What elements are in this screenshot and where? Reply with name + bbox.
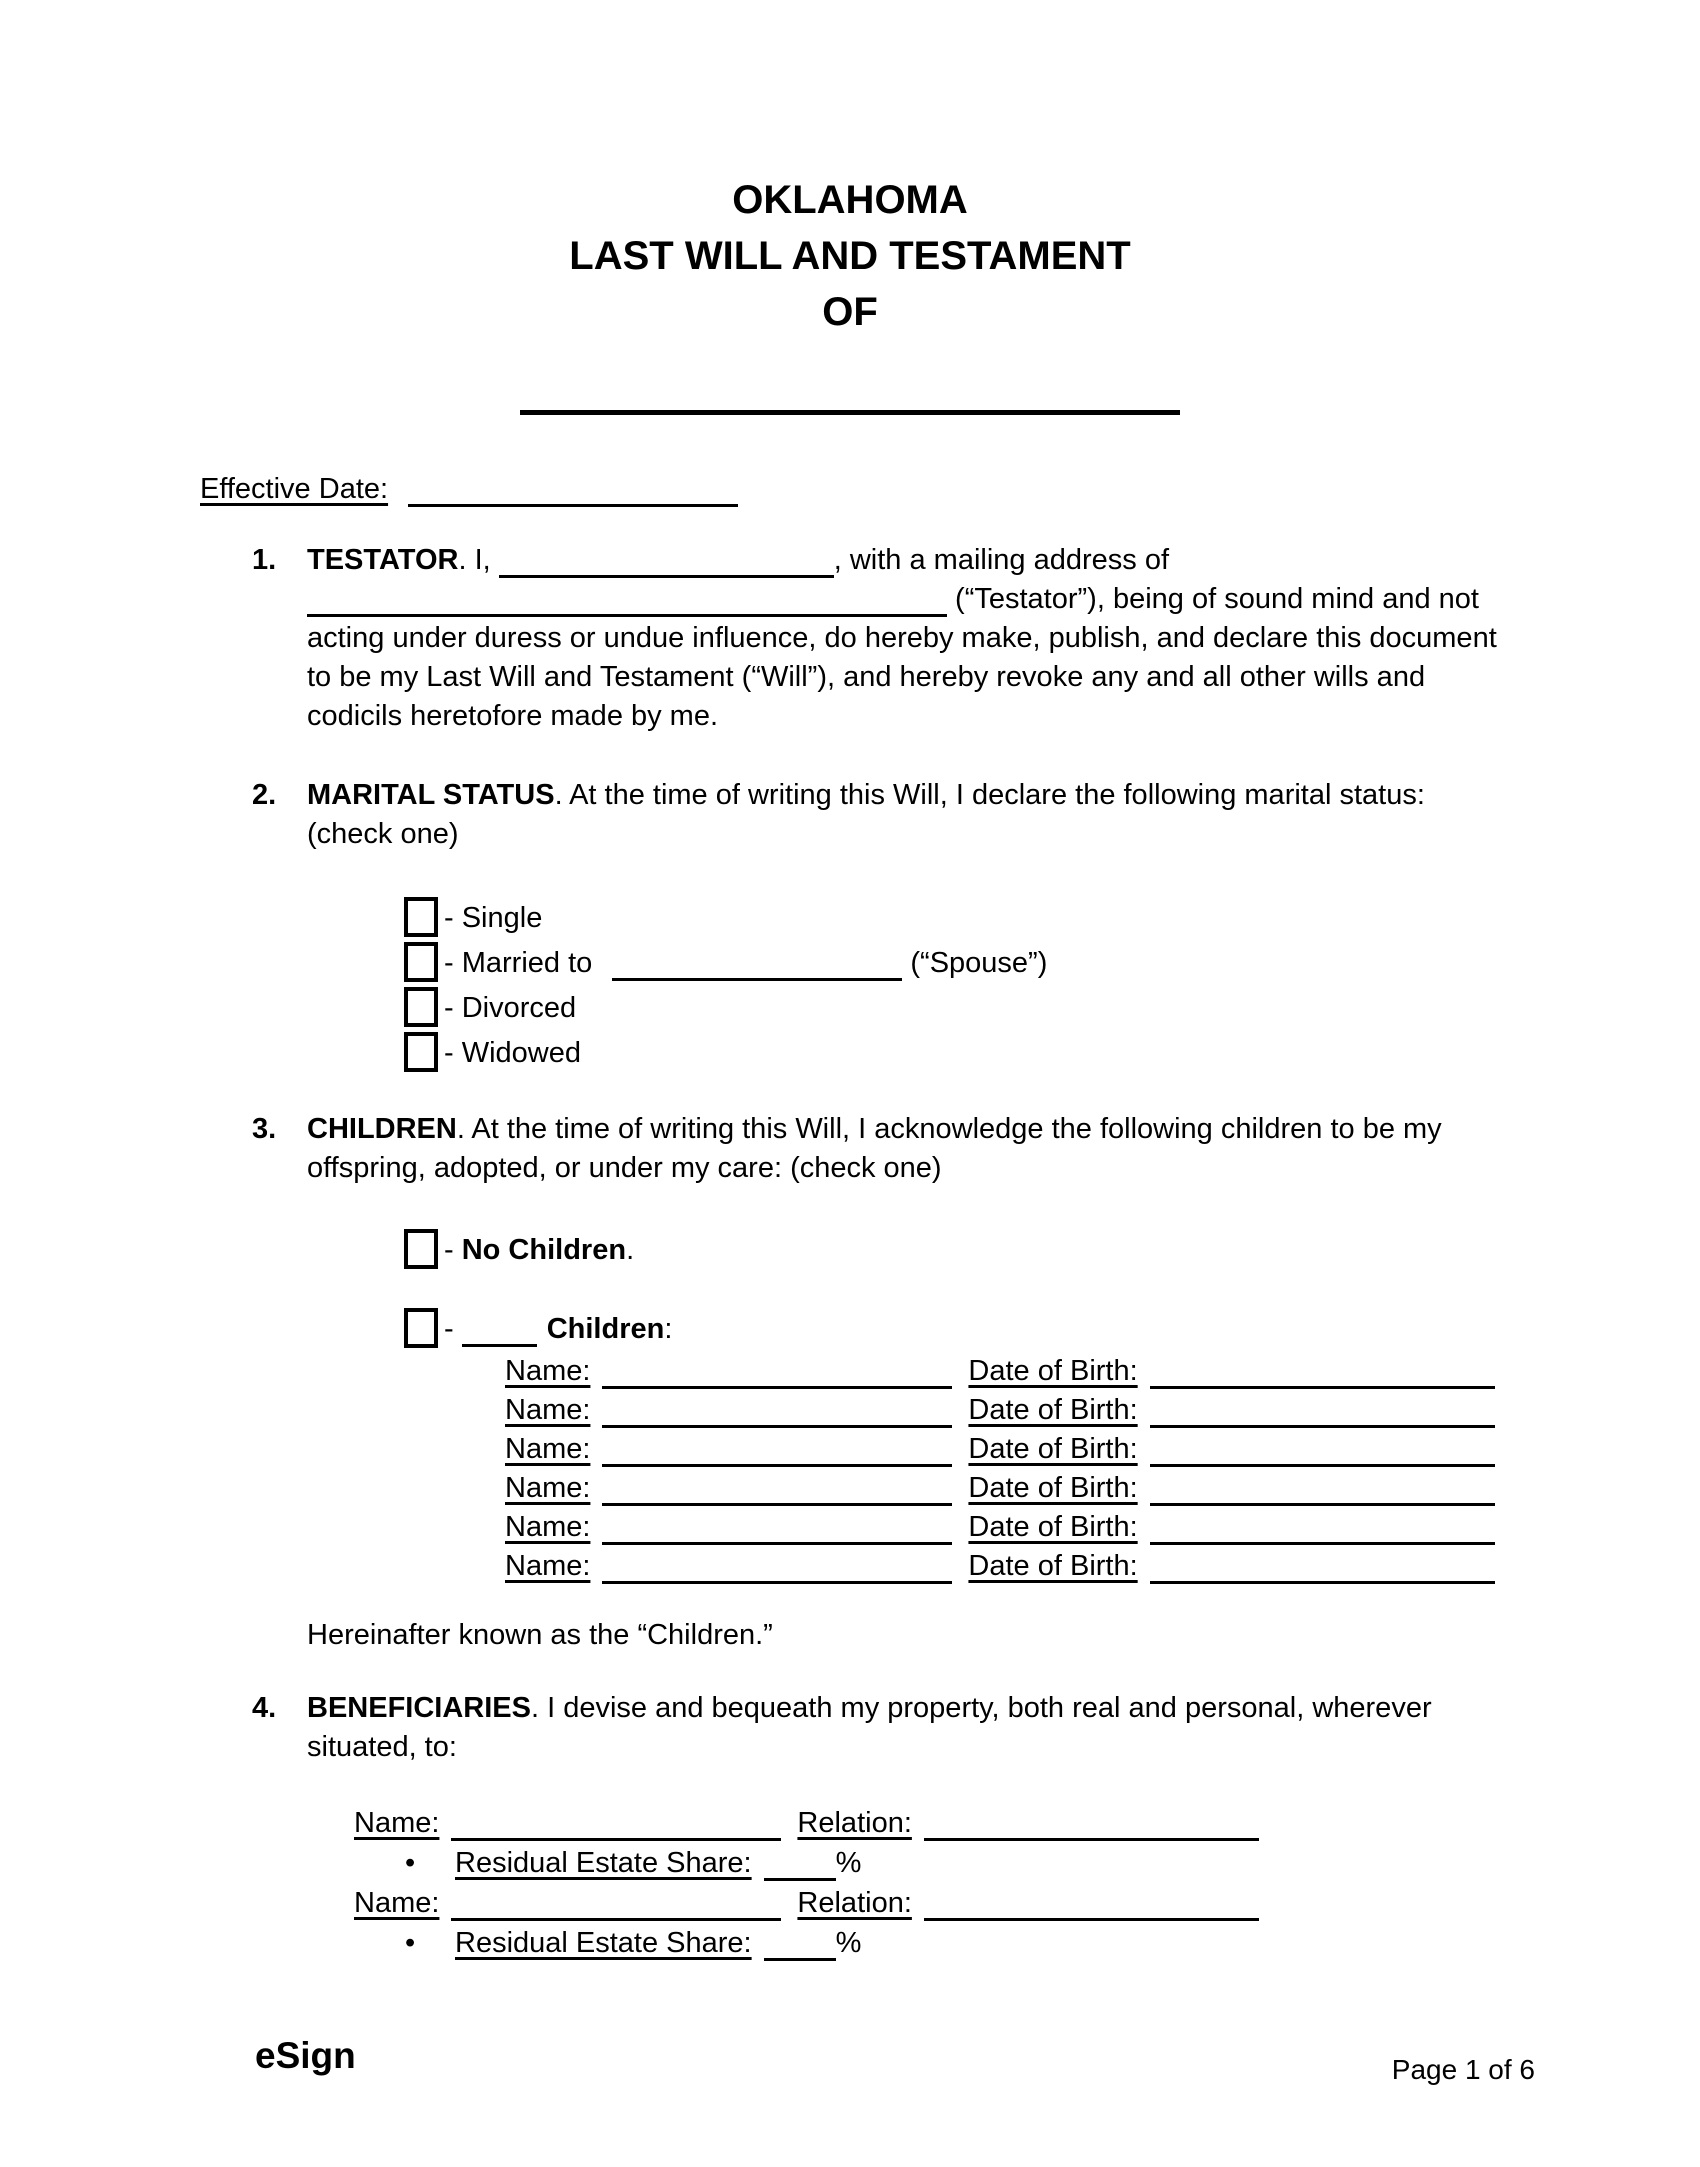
- child-name-label: Name:: [505, 1394, 591, 1426]
- checkbox-single[interactable]: [404, 897, 438, 937]
- children-count-label: Children: [546, 1313, 665, 1345]
- residual-share-blank[interactable]: [764, 1930, 836, 1961]
- testator-address-blank[interactable]: [307, 586, 947, 617]
- option-label-divorced: - Divorced: [444, 992, 577, 1024]
- effective-date-input-line[interactable]: [408, 476, 738, 507]
- checkbox-widowed[interactable]: [404, 1032, 438, 1072]
- esign-logo: eSign: [255, 2035, 356, 2076]
- child-dob-blank[interactable]: [1150, 1514, 1495, 1545]
- option-row-widowed: [404, 1031, 1500, 1076]
- child-dob-label: Date of Birth:: [968, 1394, 1138, 1426]
- child-dob-label: Date of Birth:: [968, 1355, 1138, 1387]
- child-dob-label: Date of Birth:: [968, 1511, 1138, 1543]
- option-label-widowed: - Widowed: [444, 1037, 581, 1069]
- beneficiary-name-blank[interactable]: [451, 1890, 781, 1921]
- section-number: 1.: [252, 544, 277, 576]
- beneficiary-share-row: [405, 1923, 1500, 1963]
- beneficiary-relation-label: Relation:: [797, 1807, 912, 1839]
- checkbox-married[interactable]: [404, 942, 438, 982]
- residual-share-label: Residual Estate Share:: [455, 1927, 752, 1959]
- section-beneficiaries: [200, 1689, 1500, 1767]
- child-name-label: Name:: [505, 1355, 591, 1387]
- beneficiary-row: [354, 1803, 1500, 1843]
- beneficiary-relation-label: Relation:: [797, 1887, 912, 1919]
- section-number: 3.: [252, 1113, 277, 1145]
- children-count-suffix: :: [664, 1313, 673, 1345]
- beneficiaries-list: [354, 1803, 1500, 1963]
- child-name-label: Name:: [505, 1472, 591, 1504]
- testator-name-line[interactable]: [520, 410, 1180, 415]
- title-line-state: OKLAHOMA: [732, 178, 968, 222]
- section-heading: BENEFICIARIES: [307, 1692, 531, 1724]
- children-paragraph: [307, 1110, 1500, 1188]
- child-dob-blank[interactable]: [1150, 1397, 1495, 1428]
- beneficiary-name-label: Name:: [354, 1887, 440, 1919]
- spouse-name-blank[interactable]: [612, 950, 902, 981]
- child-row: [505, 1547, 1500, 1586]
- option-row-children-count: [404, 1307, 1500, 1352]
- child-row: [505, 1352, 1500, 1391]
- child-dob-label: Date of Birth:: [968, 1472, 1138, 1504]
- option-label-married: - Married to: [444, 947, 601, 979]
- child-row: [505, 1430, 1500, 1469]
- child-name-label: Name:: [505, 1433, 591, 1465]
- option-row-married: [404, 941, 1500, 986]
- section-heading: TESTATOR: [307, 544, 459, 576]
- child-name-blank[interactable]: [602, 1553, 952, 1584]
- beneficiary-relation-blank[interactable]: [924, 1890, 1259, 1921]
- child-row: [505, 1469, 1500, 1508]
- child-name-blank[interactable]: [602, 1397, 952, 1428]
- children-table: [505, 1352, 1500, 1586]
- section-testator: [200, 541, 1500, 736]
- testator-lead-text: . I,: [458, 544, 499, 576]
- child-name-label: Name:: [505, 1550, 591, 1582]
- bullet-icon: •: [405, 1847, 416, 1879]
- marital-paragraph: [307, 776, 1500, 854]
- hereinafter-note: Hereinafter known as the “Children.”: [307, 1619, 773, 1651]
- checkbox-has-children[interactable]: [404, 1308, 438, 1348]
- child-name-blank[interactable]: [602, 1436, 952, 1467]
- section-heading: CHILDREN: [307, 1113, 457, 1145]
- effective-date-row: [200, 470, 1500, 509]
- beneficiary-name-label: Name:: [354, 1807, 440, 1839]
- no-children-suffix: .: [626, 1234, 635, 1266]
- testator-paragraph: [307, 541, 1500, 736]
- document-title: [200, 172, 1500, 340]
- child-dob-label: Date of Birth:: [968, 1433, 1138, 1465]
- page-indicator: Page 1 of 6: [1391, 2054, 1535, 2085]
- checkbox-divorced[interactable]: [404, 987, 438, 1027]
- child-dob-blank[interactable]: [1150, 1475, 1495, 1506]
- children-count-prefix: -: [444, 1313, 462, 1345]
- children-body-text: . At the time of writing this Will, I acknowledge the following children to be my offspring, adopted, or under my care: (check one): [307, 1113, 1442, 1184]
- option-row-no-children: [404, 1228, 1500, 1273]
- residual-share-label: Residual Estate Share:: [455, 1847, 752, 1879]
- section-number: 2.: [252, 779, 277, 811]
- section-heading: MARITAL STATUS: [307, 779, 555, 811]
- child-name-blank[interactable]: [602, 1358, 952, 1389]
- no-children-prefix: -: [444, 1234, 462, 1266]
- section-children: [200, 1110, 1500, 1188]
- beneficiary-row: [354, 1883, 1500, 1923]
- child-dob-blank[interactable]: [1150, 1436, 1495, 1467]
- section-number: 4.: [252, 1692, 277, 1724]
- child-row: [505, 1391, 1500, 1430]
- child-dob-blank[interactable]: [1150, 1553, 1495, 1584]
- option-label-single: - Single: [444, 902, 543, 934]
- testator-name-blank[interactable]: [499, 547, 834, 578]
- title-line-of: OF: [822, 290, 878, 334]
- marital-options: [404, 896, 1500, 1076]
- beneficiary-relation-blank[interactable]: [924, 1810, 1259, 1841]
- child-name-blank[interactable]: [602, 1514, 952, 1545]
- child-name-label: Name:: [505, 1511, 591, 1543]
- marital-body-text: . At the time of writing this Will, I declare the following marital status: (check one): [307, 779, 1425, 850]
- option-row-single: [404, 896, 1500, 941]
- no-children-label: No Children: [461, 1234, 627, 1266]
- beneficiaries-body-text: . I devise and bequeath my property, both real and personal, wherever situated, to:: [307, 1692, 1432, 1763]
- beneficiary-share-row: [405, 1843, 1500, 1883]
- children-count-blank[interactable]: [462, 1316, 537, 1347]
- percent-sign: %: [835, 1927, 862, 1959]
- beneficiary-name-blank[interactable]: [451, 1810, 781, 1841]
- child-name-blank[interactable]: [602, 1475, 952, 1506]
- percent-sign: %: [835, 1847, 862, 1879]
- child-dob-label: Date of Birth:: [968, 1550, 1138, 1582]
- section-marital-status: [200, 776, 1500, 854]
- checkbox-no-children[interactable]: [404, 1229, 438, 1269]
- beneficiaries-paragraph: [307, 1689, 1500, 1767]
- option-row-divorced: [404, 986, 1500, 1031]
- bullet-icon: •: [405, 1927, 416, 1959]
- residual-share-blank[interactable]: [764, 1850, 836, 1881]
- testator-text-after-name: , with a mailing address of: [833, 544, 1170, 576]
- option-label-spouse: (“Spouse”): [902, 947, 1048, 979]
- child-row: [505, 1508, 1500, 1547]
- testator-text-after-address: (“Testator”), being of sound mind and not acting under duress or undue influence, do hereby make, publish, and declare this document to be my Last Will and Testament (“Will”), and hereby revoke any and all other wills and codicils heretofore made by me.: [307, 583, 1497, 732]
- effective-date-label: Effective Date:: [200, 473, 389, 505]
- title-line-main: LAST WILL AND TESTAMENT: [569, 234, 1131, 278]
- child-dob-blank[interactable]: [1150, 1358, 1495, 1389]
